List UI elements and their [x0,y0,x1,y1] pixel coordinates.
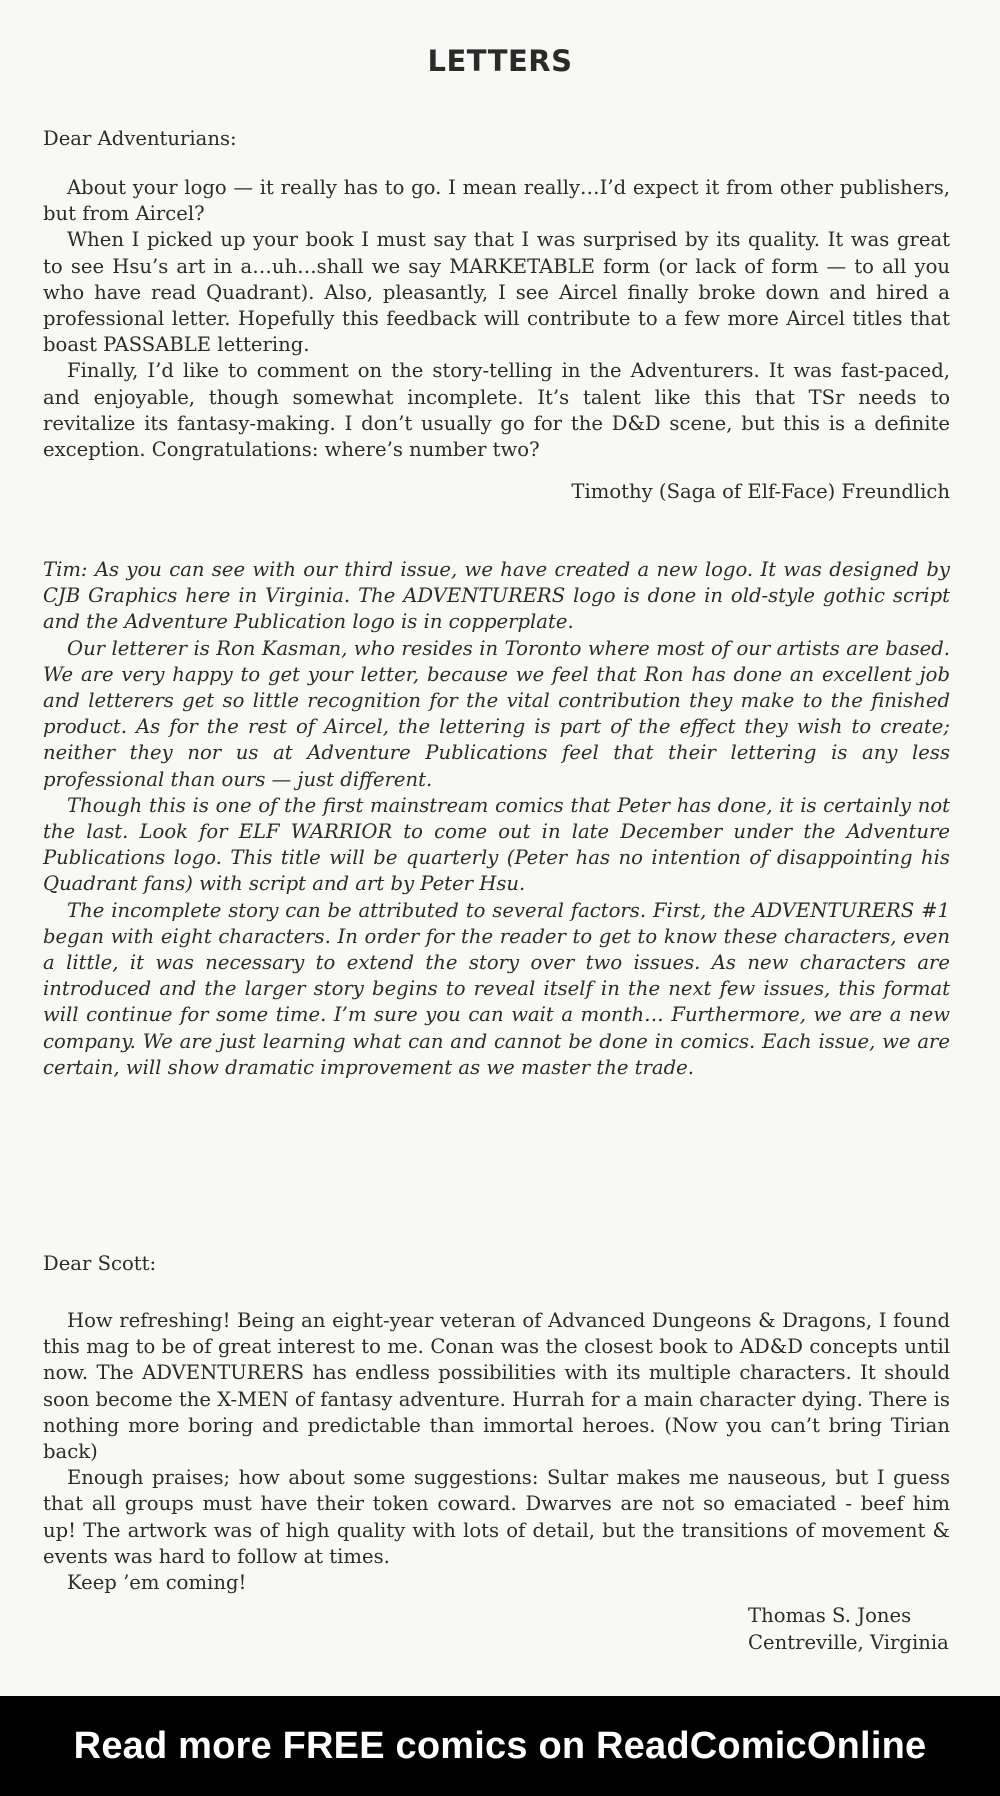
signature-name: Thomas S. Jones [748,1604,912,1627]
letter1-signature: Timothy (Saga of Elf-Face) Freundlich [571,480,950,503]
reply-paragraph: The incomplete story can be attributed to several factors. First, the ADVENTURERS #1 began with eight characters. In order for the reader to get to know these characters, even a little, it was necessary to extend the story over two issues. As new characters are introduced and the larger story begins to reveal itself in the next few issues, this format will continue for some time. I’m sure you can wait a month… Furthermore, we are a new company. We are just learning what can and cannot be done in comics. Each issue, we are certain, will show dramatic improvement as we master the trade. [43,898,950,1079]
promo-banner[interactable]: Read more FREE comics on ReadComicOnline [0,1696,1000,1796]
signature-place: Centreville, Virginia [748,1630,949,1654]
letter2-salutation: Dear Scott: [43,1252,157,1275]
reply-paragraph: Though this is one of the first mainstream comics that Peter has done, it is certainly not the last. Look for ELF WARRIOR to come out in late December under the Adventure Publications logo. This title will be quarterly (Peter has no intention of disappointing his Quadrant fans) with script and art by Peter Hsu. [43,793,950,896]
letter1-paragraph: Finally, I’d like to comment on the story-telling in the Adventurers. It was fast-paced, and enjoyable, though somewhat incomplete. It’s talent like this that TSr needs to revitalize its fantasy-making. I don’t usually go for the D&D scene, but this is a definite exception. Congratulations: where’s number two? [43,359,950,462]
letter2-signature [748,1603,949,1656]
reply-paragraph: Our letterer is Ron Kasman, who resides in Toronto where most of our artists are based. We are very happy to get your letter, because we feel that Ron has done an excellent job and letterers get so little recognition for the vital contribution they make to the finished product. As for the rest of Aircel, the lettering is part of the effect they wish to create; neither they nor us at Adventure Publications feel that their lettering is any less professional than ours — just different. [43,636,950,791]
letter1-paragraph: About your logo — it really has to go. I mean really…I’d expect it from other publishers, but from Aircel? [43,176,950,226]
letter1-salutation: Dear Adventurians: [43,127,237,150]
letter2-paragraph: Enough praises; how about some suggestions: Sultar makes me nauseous, but I guess that all groups must have their token coward. Dwarves are not so emaciated - beef him up! The artwork was of high quality with lots of detail, but the transitions of movement & events was hard to follow at times. [43,1466,950,1568]
letter2-paragraph: Keep ’em coming! [67,1571,247,1595]
reply-paragraph: Tim: As you can see with our third issue, we have created a new logo. It was designed by CJB Graphics here in Virginia. The ADVENTURERS logo is done in old-style gothic script and the Adventure Publication logo is in copperplate. [43,558,950,634]
letter1-body [43,175,950,463]
letter2-body [43,1308,950,1596]
page-title: LETTERS [427,44,573,78]
letter2-paragraph: How refreshing! Being an eight-year veteran of Advanced Dungeons & Dragons, I found this mag to be of great interest to me. Conan was the closest book to AD&D concepts until now. The ADVENTURERS has endless possibilities with its multiple characters. It should soon become the X-MEN of fantasy adventure. Hurrah for a main character dying. There is nothing more boring and predictable than immortal heroes. (Now you can’t bring Tirian back) [43,1309,950,1464]
editor-reply [43,557,950,1081]
letter1-paragraph: When I picked up your book I must say that I was surprised by its quality. It was great to see Hsu’s art in a…uh…shall we say MARKETABLE form (or lack of form — to all you who have read Quadrant). Also, pleasantly, I see Aircel finally broke down and hired a professional letter. Hopefully this feedback will contribute to a few more Aircel titles that boast PASSABLE lettering. [43,228,950,357]
